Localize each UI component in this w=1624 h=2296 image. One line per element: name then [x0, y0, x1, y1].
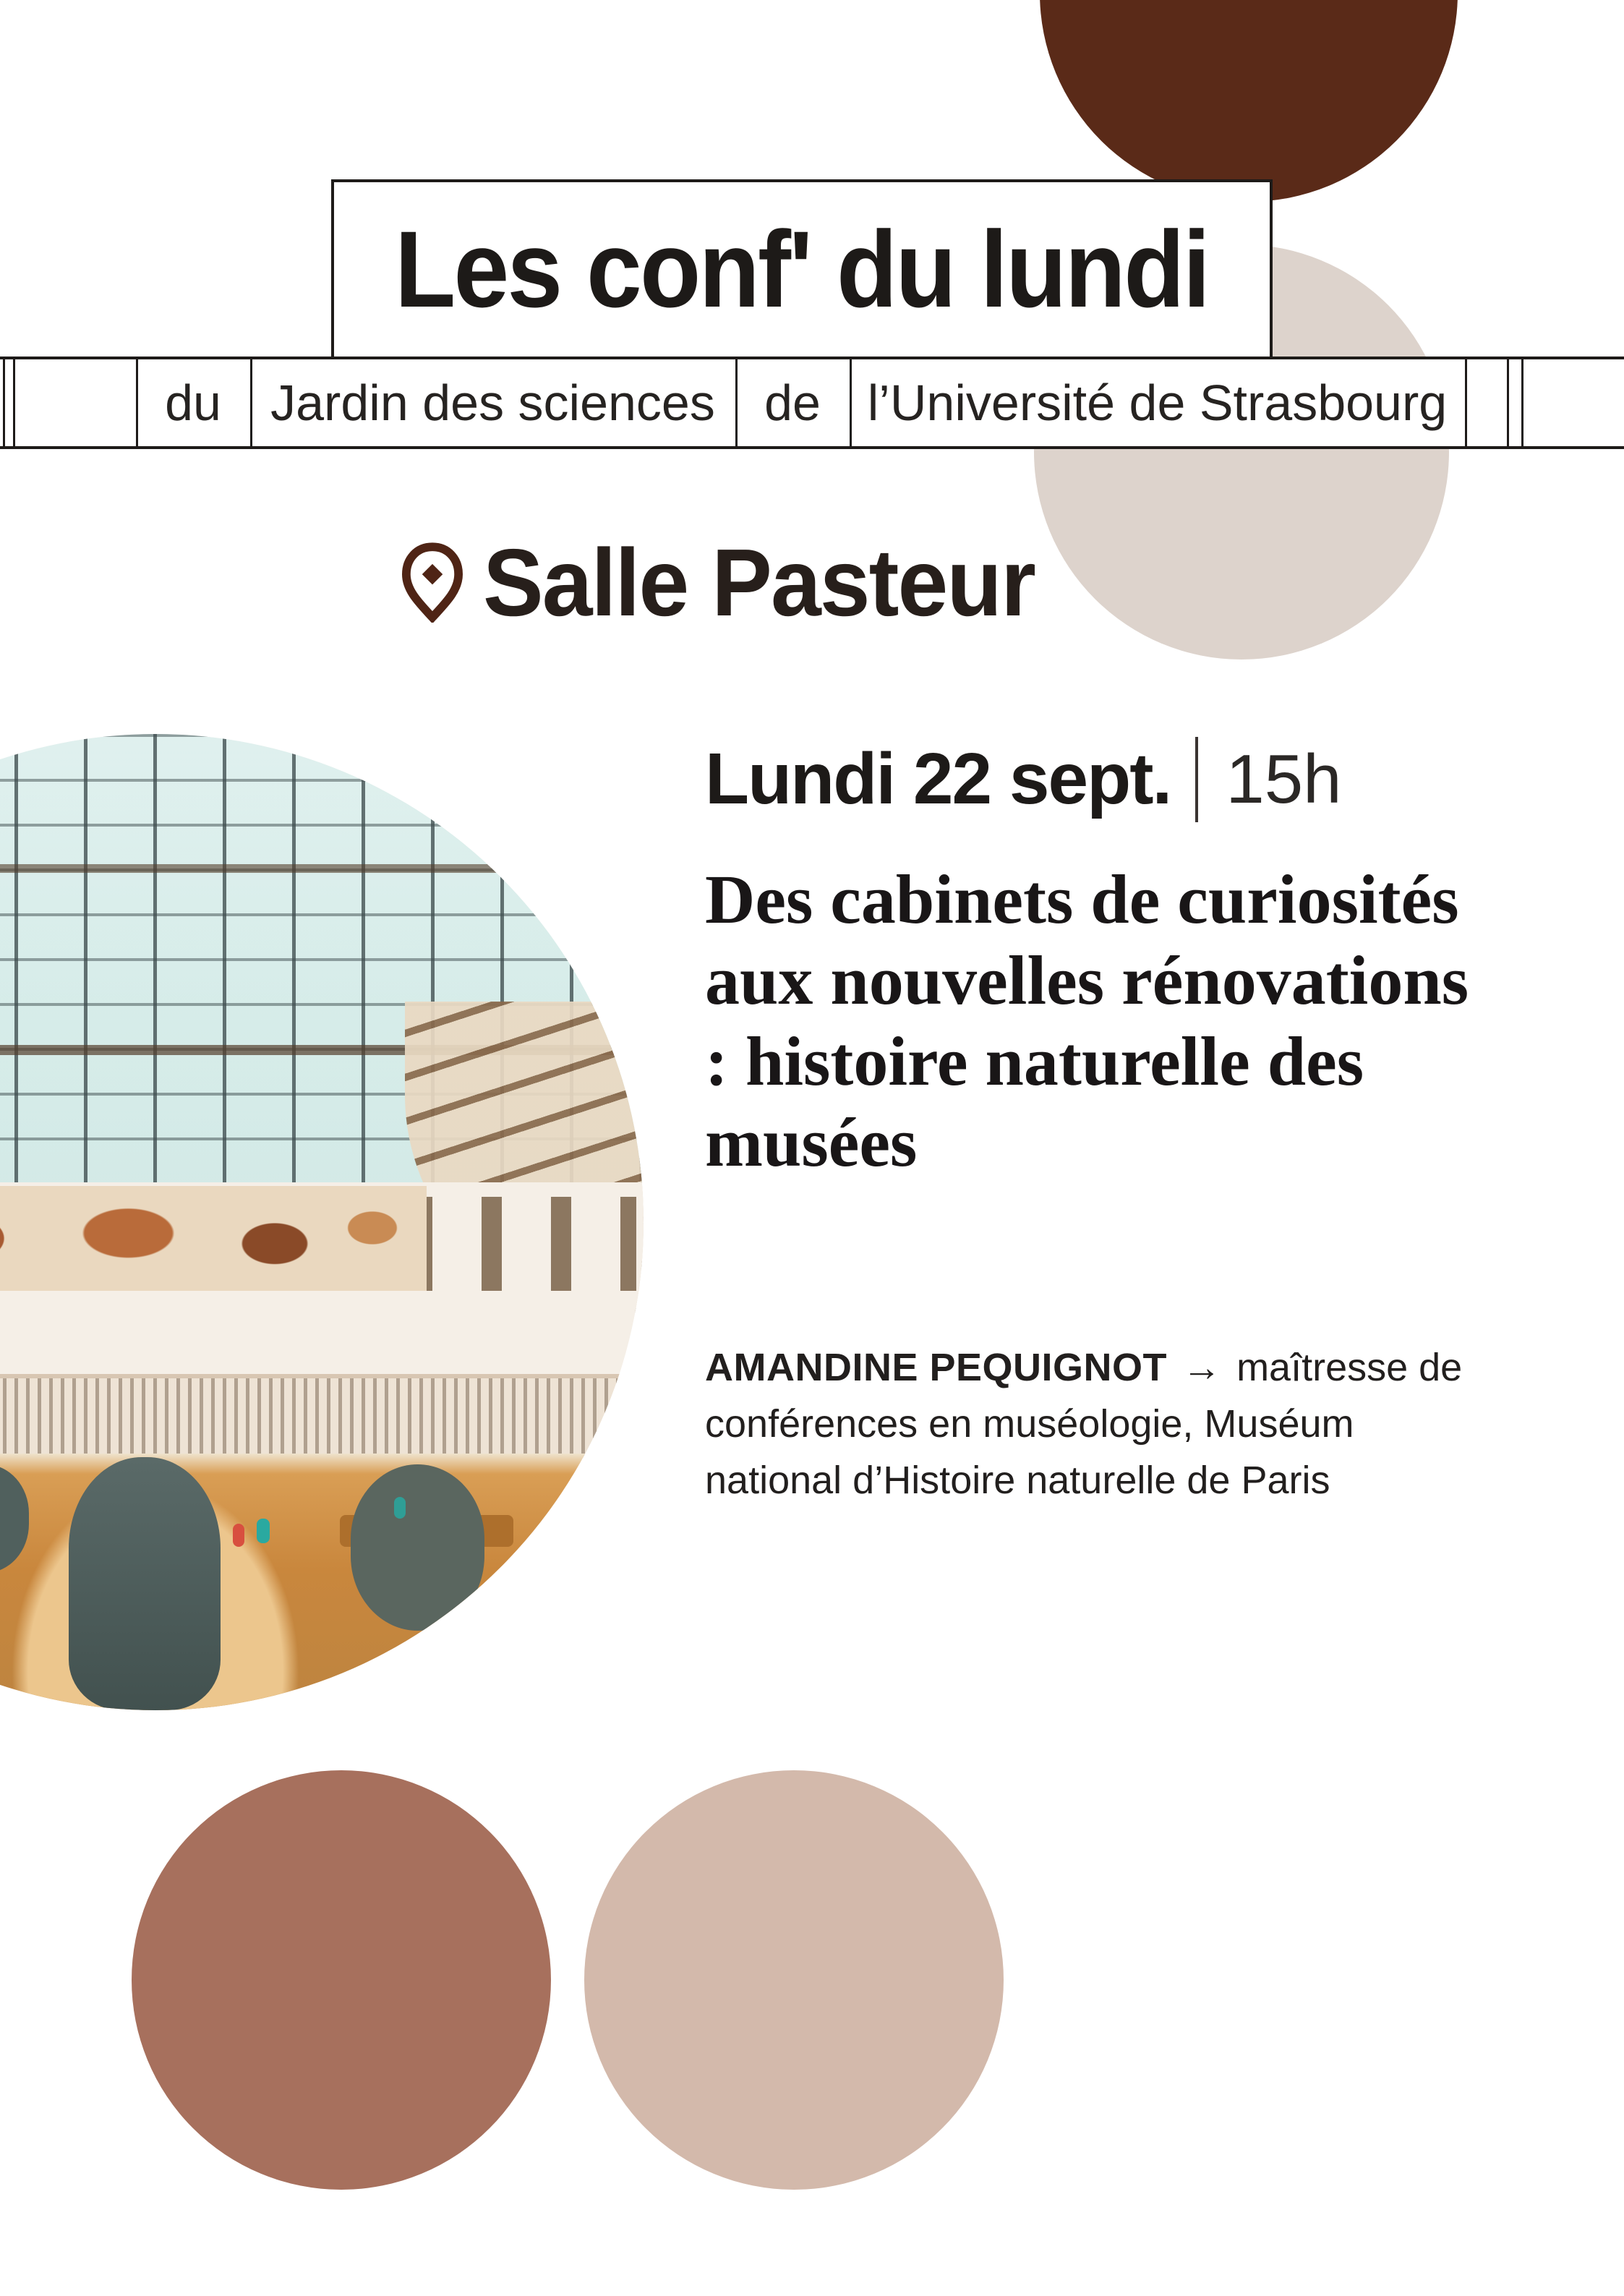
museum-photo — [0, 734, 644, 1710]
talk-title-line: Des cabinets de curiosités — [705, 861, 1459, 938]
venue-row — [402, 529, 1064, 636]
photo-mural — [0, 1186, 427, 1291]
arrow-icon: → — [1182, 1346, 1222, 1389]
photo-visitor — [257, 1519, 270, 1543]
decor-circle-bottom-left — [132, 1770, 551, 2190]
session-time: 15h — [1226, 740, 1342, 818]
decor-circle-bottom-right — [584, 1770, 1004, 2190]
photo-skeleton — [351, 1464, 484, 1631]
session-row — [705, 734, 1342, 824]
photo-visitor — [394, 1497, 406, 1519]
speaker-block — [705, 1339, 1471, 1508]
photo-roof-beam — [0, 864, 644, 873]
band-cell-de: de — [764, 375, 821, 431]
venue-name: Salle Pasteur — [483, 529, 1035, 636]
talk-title-line: aux nouvelles rénovations — [705, 942, 1469, 1019]
band-divider — [1507, 359, 1509, 446]
photo-balcony — [0, 1374, 644, 1458]
photo-visitor — [233, 1524, 244, 1547]
talk-title-line: musées — [705, 1104, 918, 1181]
talk-title-line: : histoire naturelle des — [705, 1023, 1364, 1100]
series-title: Les conf' du lundi — [395, 208, 1209, 330]
band-cell-du: du — [165, 375, 221, 431]
speaker-name: AMANDINE PEQUIGNOT — [705, 1346, 1168, 1389]
band-divider — [13, 359, 15, 446]
band-divider — [1521, 359, 1523, 446]
location-pin-icon — [402, 542, 463, 623]
speaker-line: national d’Histoire naturelle de Paris — [705, 1459, 1330, 1502]
band-divider — [3, 359, 5, 446]
talk-title — [705, 859, 1515, 1183]
band-cell-org: Jardin des sciences — [270, 375, 715, 431]
band-divider — [1465, 359, 1467, 446]
decor-circle-top — [1040, 0, 1458, 202]
photo-picture-frames — [412, 1197, 636, 1291]
speaker-role: maîtresse de — [1236, 1346, 1463, 1389]
series-title-box — [331, 179, 1273, 357]
photo-skeleton — [69, 1457, 221, 1710]
session-date: Lundi 22 sept. — [705, 738, 1171, 819]
band-cell-university: l’Université de Strasbourg — [867, 375, 1448, 431]
speaker-line — [705, 1339, 1471, 1396]
affiliation-band — [0, 357, 1624, 449]
speaker-line: conférences en muséologie, Muséum — [705, 1402, 1354, 1446]
date-time-divider — [1195, 737, 1198, 822]
